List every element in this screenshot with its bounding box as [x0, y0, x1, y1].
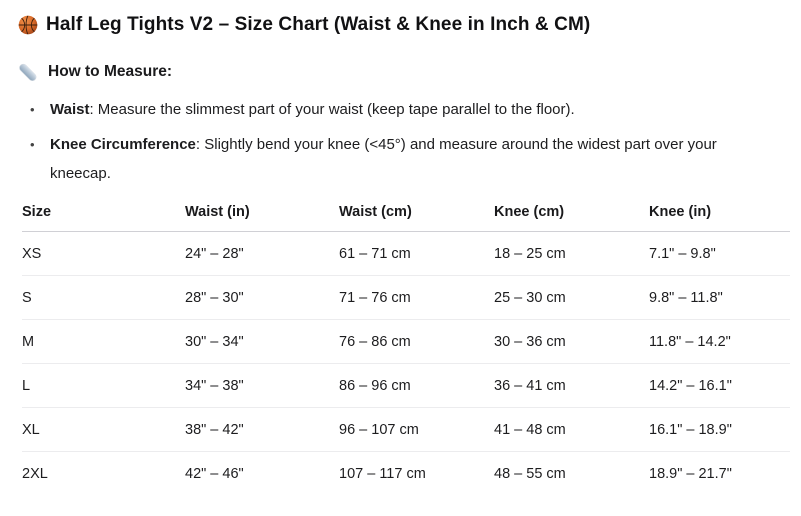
size-chart-table — [22, 204, 790, 495]
bullet-icon: • — [30, 102, 35, 117]
table-cell: 41 – 48 cm — [494, 408, 649, 452]
section-heading-row — [18, 62, 790, 82]
ruler-icon — [18, 62, 38, 82]
table-cell: 42" – 46" — [185, 466, 244, 482]
instruction-body: : Measure the slimmest part of your waist (keep tape parallel to the floor). — [89, 101, 575, 118]
instruction-body: : Slightly bend your knee (<45°) and measure around the widest part over your kneecap. — [50, 136, 717, 182]
header-row — [22, 204, 790, 232]
table-cell: 14.2" – 16.1" — [649, 364, 790, 408]
list-item — [30, 95, 790, 124]
table-body — [22, 232, 790, 496]
table-cell: 36 – 41 cm — [494, 364, 649, 408]
table-row-s — [22, 276, 790, 320]
table-cell: 107 – 117 cm — [339, 466, 426, 482]
table-row-xl — [22, 408, 790, 452]
size-cell: XL — [22, 408, 185, 452]
size-cell: XS — [22, 232, 185, 276]
column-header-knee-in: Knee (in) — [649, 204, 790, 232]
table-cell: 71 – 76 cm — [339, 276, 494, 320]
table-cell: 34" – 38" — [185, 364, 339, 408]
table-cell: 11.8" – 14.2" — [649, 320, 790, 364]
table-cell: 48 – 55 cm — [494, 466, 566, 482]
size-cell: L — [22, 364, 185, 408]
bullet-icon: • — [30, 137, 35, 152]
table-cell: 30 – 36 cm — [494, 320, 649, 364]
table-cell: 25 – 30 cm — [494, 276, 649, 320]
table-cell: 9.8" – 11.8" — [649, 276, 790, 320]
table-cell: 16.1" – 18.9" — [649, 408, 790, 452]
table-cell: 18.9" – 21.7" — [649, 466, 732, 482]
instruction-text — [50, 130, 778, 188]
section-heading: How to Measure: — [48, 63, 173, 80]
table-cell: 96 – 107 cm — [339, 408, 494, 452]
table-row-2xl — [22, 452, 790, 496]
size-cell: 2XL — [22, 466, 48, 482]
instruction-label: Waist — [50, 101, 90, 118]
column-header-size: Size — [22, 204, 185, 232]
table-row-xs — [22, 232, 790, 276]
table-cell: 7.1" – 9.8" — [649, 232, 790, 276]
table-row-m — [22, 320, 790, 364]
table-cell: 61 – 71 cm — [339, 232, 494, 276]
column-header-waist-cm: Waist (cm) — [339, 204, 494, 232]
table-row-l — [22, 364, 790, 408]
size-cell: M — [22, 320, 185, 364]
column-header-knee-cm: Knee (cm) — [494, 204, 649, 232]
column-header-waist-in: Waist (in) — [185, 204, 339, 232]
page-title: Half Leg Tights V2 – Size Chart (Waist & Knee in Inch & CM) — [46, 14, 591, 35]
table-header — [22, 204, 790, 232]
table-cell: 76 – 86 cm — [339, 320, 494, 364]
table-cell: 24" – 28" — [185, 232, 339, 276]
measure-instructions-list — [18, 95, 790, 188]
table-cell: 28" – 30" — [185, 276, 339, 320]
size-cell: S — [22, 276, 185, 320]
table-cell: 86 – 96 cm — [339, 364, 494, 408]
instruction-text — [50, 95, 575, 124]
page-title-row — [18, 13, 790, 37]
basketball-icon — [18, 15, 38, 35]
list-item — [30, 130, 790, 188]
table-cell: 18 – 25 cm — [494, 232, 649, 276]
table-cell: 38" – 42" — [185, 408, 339, 452]
table-cell: 30" – 34" — [185, 320, 339, 364]
instruction-label: Knee Circumference — [50, 136, 196, 153]
